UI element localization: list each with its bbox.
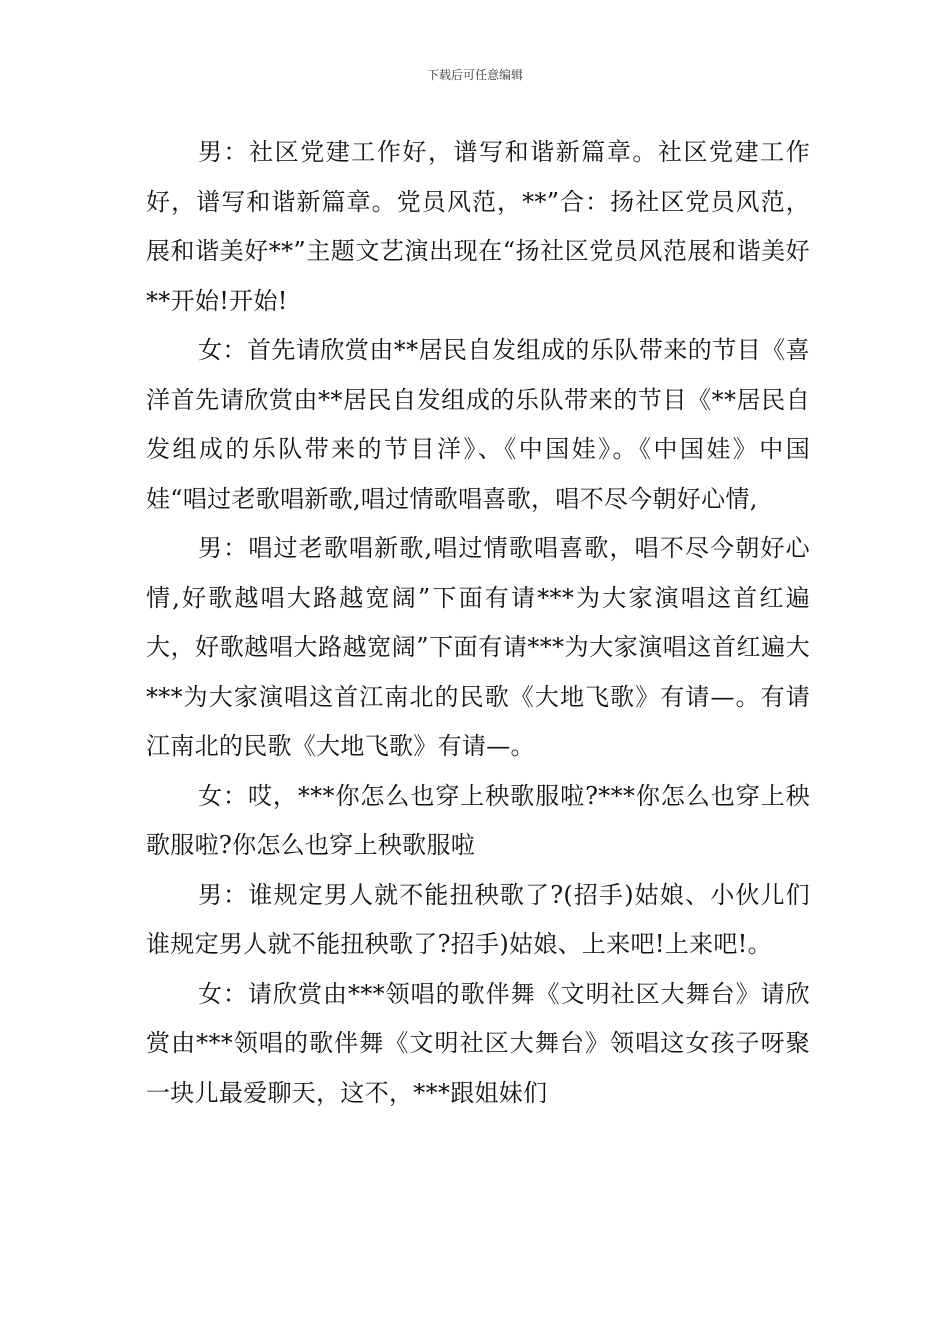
paragraph-2: 女：首先请欣赏由**居民自发组成的乐队带来的节目《喜洋首先请欣赏由**居民自发组成的乐队带来的节目《**居民自发组成的乐队带来的节目洋》、《中国娃》。《中国娃》中国娃“唱过老歌唱新歌,唱过情歌唱喜歌，唱不尽今朝好心情, [146,336,810,513]
paragraph-4: 女：哎，***你怎么也穿上秧歌服啦?***你怎么也穿上秧歌服啦?你怎么也穿上秧歌服啦 [146,781,810,859]
document-body [146,128,810,1118]
paragraph-3: 男：唱过老歌唱新歌,唱过情歌唱喜歌，唱不尽今朝好心情,好歌越唱大路越宽阔”下面有请***为大家演唱这首红遍大，好歌越唱大路越宽阔”下面有请***为大家演唱这首红遍大***为大家演唱这首江南北的民歌《大地飞歌》有请—。有请江南北的民歌《大地飞歌》有请—。 [146,534,810,760]
paragraph-5: 男：谁规定男人就不能扭秧歌了?(招手)姑娘、小伙儿们谁规定男人就不能扭秧歌了?招手)姑娘、上来吧!上来吧!。 [146,880,810,958]
paragraph-1: 男：社区党建工作好，谱写和谐新篇章。社区党建工作好，谱写和谐新篇章。党员风范，**”合：扬社区党员风范，展和谐美好**”主题文艺演出现在“扬社区党员风范展和谐美好**开始!开始! [146,138,810,315]
page-header-note: 下载后可任意编辑 [426,68,523,82]
paragraph-6: 女：请欣赏由***领唱的歌伴舞《文明社区大舞台》请欣赏由***领唱的歌伴舞《文明社区大舞台》领唱这女孩子呀聚一块儿最爱聊天，这不，***跟姐妹们 [146,979,810,1107]
